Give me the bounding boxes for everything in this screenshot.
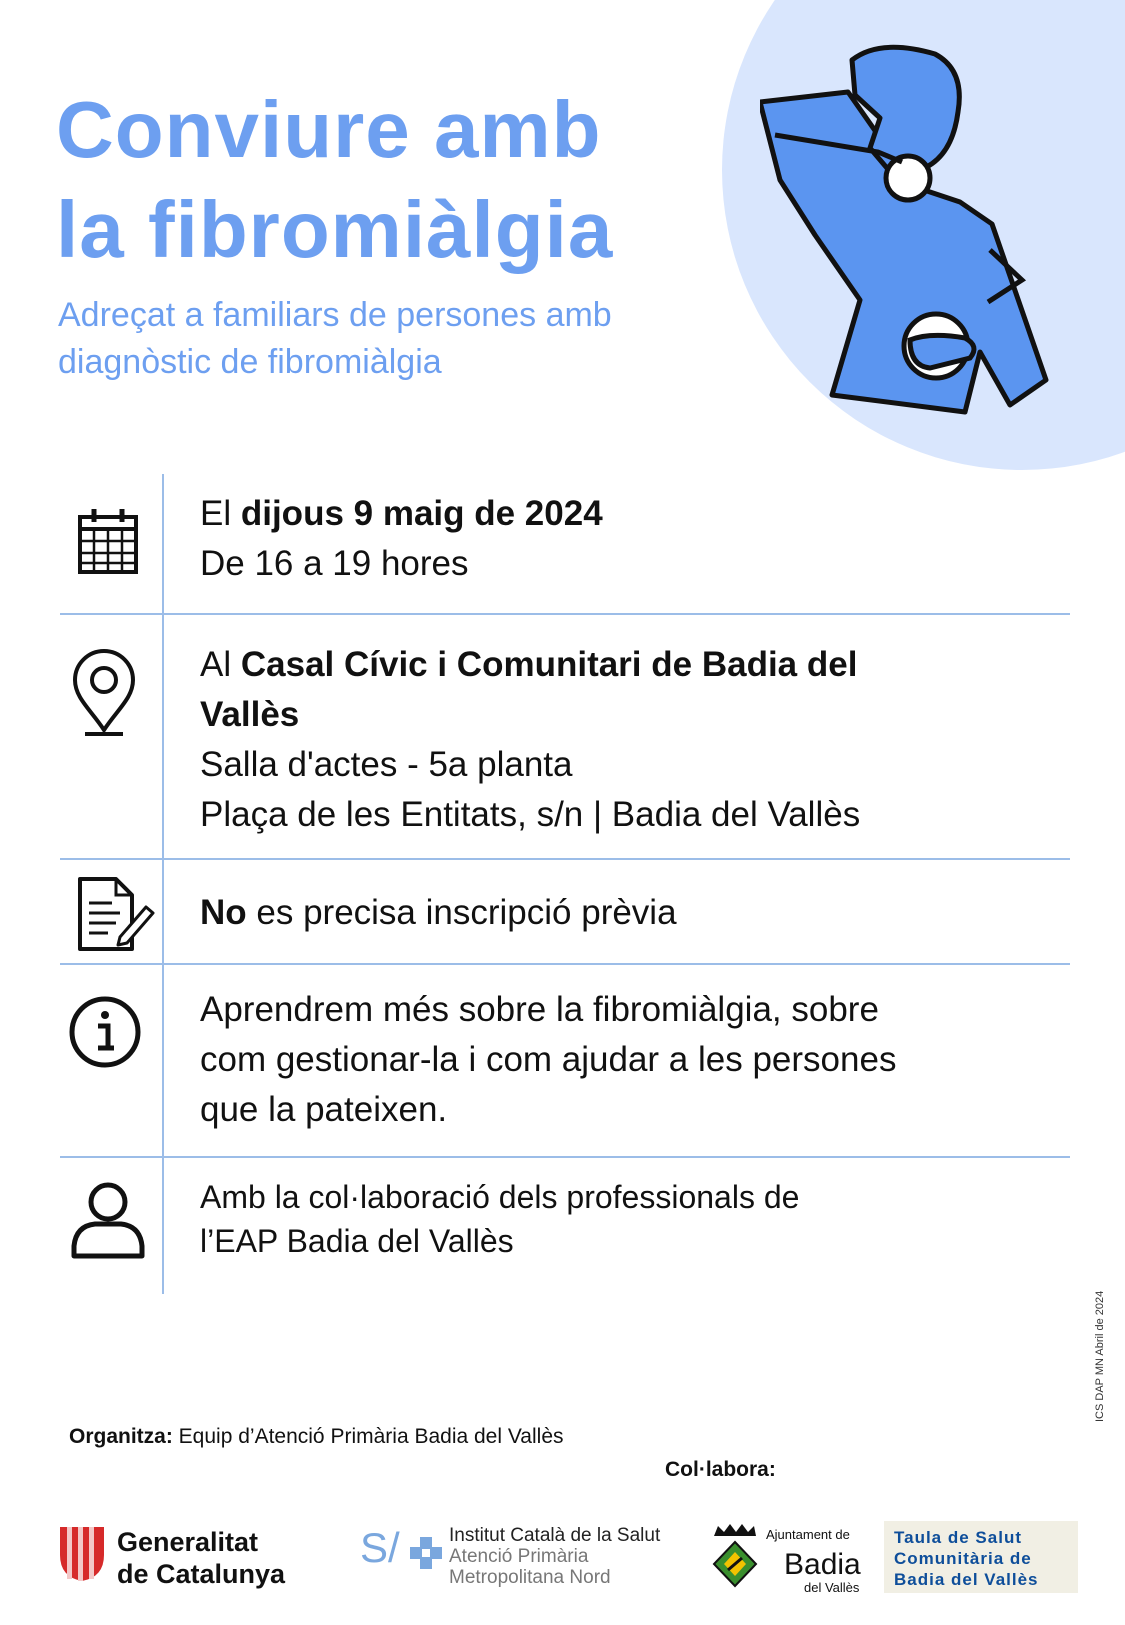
collaboration-text: Amb la col·laboració dels professionals de l’EAP Badia del Vallès <box>200 1179 800 1259</box>
date-text: El dijous 9 maig de 2024 De 16 a 19 hores <box>200 494 603 583</box>
badia-logo-sub: del Vallès <box>804 1580 860 1595</box>
subtitle: Adreçat a familiars de persones amb diagnòstic de fibromiàlgia <box>58 296 612 381</box>
organizer-line: Organitza: Equip d’Atenció Primària Badia del Vallès <box>69 1425 564 1448</box>
ics-cross-icon <box>408 1535 444 1571</box>
ics-logo-text: Institut Català de la Salut Atenció Primària Metropolitana Nord <box>449 1525 661 1588</box>
fibromyalgia-figure-illustration <box>760 40 1100 420</box>
generalitat-logo-icon <box>58 1523 106 1583</box>
badia-coat-of-arms-icon <box>710 1522 760 1592</box>
info-text: Aprendrem més sobre la fibromiàlgia, sobre com gestionar-la i com ajudar a les persones que la pateixen. <box>200 990 897 1129</box>
page-title: Conviure amb la fibromiàlgia <box>56 85 614 274</box>
badia-logo-main: Badia <box>784 1548 861 1581</box>
print-reference: ICS DAP MN Abril de 2024 <box>1094 1290 1106 1422</box>
location-pin-icon <box>71 648 137 738</box>
collaborators-label: Col·labora: <box>665 1458 776 1481</box>
row-divider <box>60 1156 1070 1158</box>
taula-salut-logo-text: Taula de Salut Comunitària de Badia del Vallès <box>894 1528 1039 1589</box>
vertical-divider <box>162 474 164 1294</box>
info-icon <box>68 995 142 1069</box>
document-pen-icon <box>76 875 156 955</box>
ics-logo-mark: S/ <box>360 1524 400 1571</box>
row-divider <box>60 613 1070 615</box>
generalitat-logo-text: Generalitat de Catalunya <box>117 1527 286 1589</box>
row-divider <box>60 963 1070 965</box>
calendar-icon <box>77 507 139 575</box>
inscription-text: No es precisa inscripció prèvia <box>200 893 677 932</box>
row-divider <box>60 858 1070 860</box>
badia-logo-top: Ajuntament de <box>766 1527 850 1542</box>
person-icon <box>71 1182 145 1260</box>
location-text: Al Casal Cívic i Comunitari de Badia del Vallès Salla d'actes - 5a planta Plaça de les Entitats, s/n | Badia del Vallès <box>200 645 861 834</box>
